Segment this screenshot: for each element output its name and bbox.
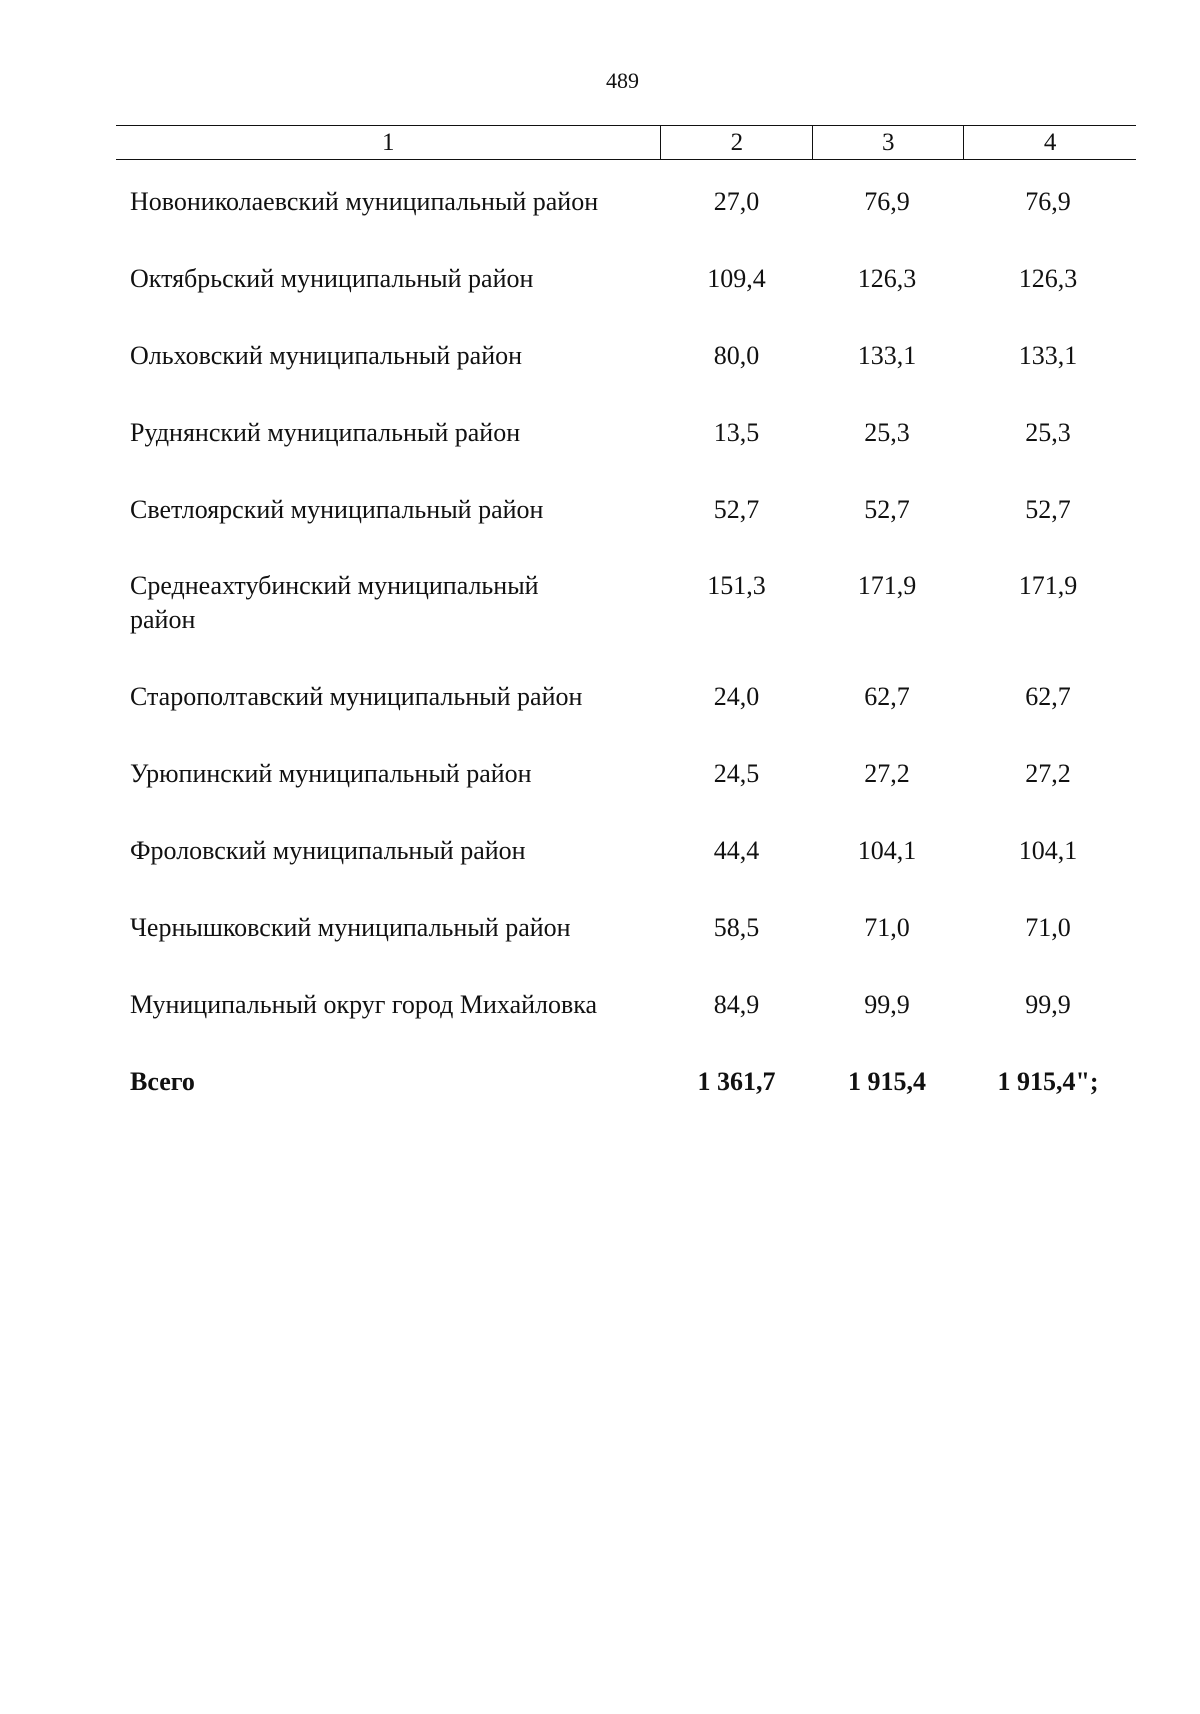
value-col-3: 76,9 — [864, 187, 910, 216]
value-col-2: 13,5 — [713, 418, 760, 447]
column-header-1: 1 — [381, 128, 395, 156]
total-col-4: 1 915,4"; — [997, 1067, 1099, 1096]
district-name: Ольховский муниципальный район — [130, 341, 523, 370]
value-col-2: 27,0 — [713, 187, 760, 216]
column-header-2: 2 — [660, 126, 812, 159]
table-row — [116, 416, 1136, 450]
value-col-4: 126,3 — [1018, 264, 1078, 293]
value-col-2: 151,3 — [707, 571, 766, 600]
data-table — [116, 125, 1136, 1096]
value-col-4: 99,9 — [1025, 990, 1071, 1019]
total-col-2: 1 361,7 — [697, 1067, 776, 1096]
district-name: Фроловский муниципальный район — [130, 836, 526, 865]
value-col-3: 71,0 — [864, 913, 910, 942]
value-col-2: 58,5 — [713, 913, 760, 942]
value-col-4: 62,7 — [1025, 682, 1071, 711]
table-row — [116, 834, 1136, 868]
value-col-3: 99,9 — [864, 990, 910, 1019]
value-col-2: 52,7 — [713, 495, 760, 524]
value-col-3: 25,3 — [864, 418, 910, 447]
value-col-4: 104,1 — [1018, 836, 1078, 865]
district-name: Светлоярский муниципальный район — [130, 495, 544, 524]
column-header-3: 3 — [812, 126, 963, 159]
total-label: Всего — [130, 1067, 195, 1096]
value-col-4: 71,0 — [1025, 913, 1071, 942]
value-col-4: 27,2 — [1025, 759, 1071, 788]
table-row — [116, 339, 1136, 373]
district-name: Руднянский муниципальный район — [130, 418, 521, 447]
district-name: Октябрьский муниципальный район — [130, 264, 534, 293]
district-name: Среднеахтубинский муниципальный район — [130, 571, 539, 634]
value-col-2: 109,4 — [707, 264, 766, 293]
table-row — [116, 493, 1136, 527]
value-col-4: 52,7 — [1025, 495, 1071, 524]
district-name: Муниципальный округ город Михайловка — [130, 990, 598, 1019]
table-row — [116, 569, 1136, 637]
value-col-4: 133,1 — [1018, 341, 1078, 370]
value-col-4: 171,9 — [1018, 571, 1078, 600]
table-row — [116, 185, 1136, 219]
table-header-row — [116, 125, 1136, 160]
table-row — [116, 988, 1136, 1022]
value-col-2: 44,4 — [713, 836, 760, 865]
district-name: Старополтавский муниципальный район — [130, 682, 583, 711]
value-col-3: 52,7 — [864, 495, 910, 524]
total-col-3: 1 915,4 — [848, 1067, 926, 1096]
district-name: Урюпинский муниципальный район — [130, 759, 532, 788]
value-col-3: 171,9 — [857, 571, 917, 600]
value-col-2: 80,0 — [713, 341, 760, 370]
value-col-3: 27,2 — [864, 759, 910, 788]
value-col-2: 24,5 — [713, 759, 760, 788]
table-row — [116, 757, 1136, 791]
page-number: 489 — [606, 68, 639, 93]
table-row — [116, 680, 1136, 714]
value-col-3: 104,1 — [857, 836, 917, 865]
table-row — [116, 911, 1136, 945]
value-col-2: 24,0 — [713, 682, 760, 711]
value-col-3: 62,7 — [864, 682, 910, 711]
value-col-4: 76,9 — [1025, 187, 1071, 216]
table-row — [116, 262, 1136, 296]
district-name: Новониколаевский муниципальный район — [130, 187, 599, 216]
value-col-3: 126,3 — [857, 264, 917, 293]
column-header-4: 4 — [963, 126, 1136, 159]
value-col-4: 25,3 — [1025, 418, 1071, 447]
total-row — [116, 1065, 1136, 1099]
value-col-3: 133,1 — [857, 341, 917, 370]
value-col-2: 84,9 — [713, 990, 760, 1019]
district-name: Чернышковский муниципальный район — [130, 913, 571, 942]
